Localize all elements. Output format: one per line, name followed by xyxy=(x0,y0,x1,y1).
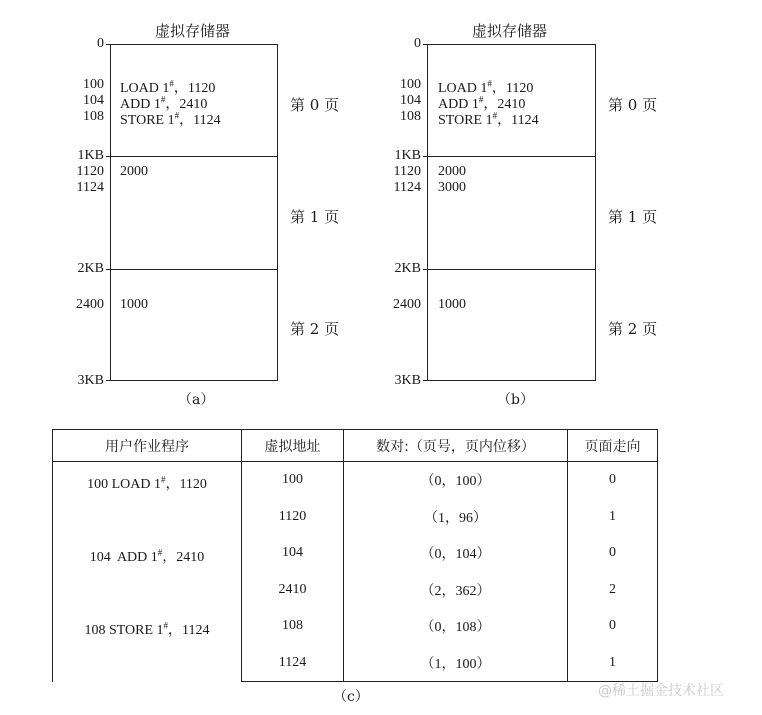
virtual-address-cell: 108 xyxy=(242,608,344,645)
table-row xyxy=(53,608,658,645)
diagram-a-tick-3kb xyxy=(106,380,110,381)
table-c-caption: （c） xyxy=(333,689,369,705)
diagram-a-tick-0 xyxy=(106,44,110,45)
diagram-b-title: 虚拟存储器 xyxy=(472,22,548,40)
diagram-b-tick-0 xyxy=(423,44,427,45)
table-row xyxy=(53,462,658,499)
column-header-page-direction: 页面走向 xyxy=(568,430,658,462)
diagram-a-address: 1120 xyxy=(76,164,104,179)
diagram-a-address: 1KB xyxy=(77,148,104,163)
page-offset-pair-cell: （1，100） xyxy=(344,645,568,682)
diagram-a-instruction: LOAD 1#，1120 xyxy=(120,78,216,96)
diagram-b-address: 1124 xyxy=(393,180,421,195)
diagram-b-address: 1KB xyxy=(394,148,421,163)
diagram-b-page-1-label: 第 1 页 xyxy=(608,208,658,226)
diagram-a-tick-2kb xyxy=(106,269,110,270)
diagram-a-page-boundary-2kb xyxy=(110,269,278,270)
virtual-address-cell: 1124 xyxy=(242,645,344,682)
virtual-address-cell: 104 xyxy=(242,535,344,572)
diagram-a-address: 0 xyxy=(97,36,104,51)
diagram-b-address: 104 xyxy=(400,93,421,108)
diagram-b-instruction: LOAD 1#，1120 xyxy=(438,78,534,96)
diagram-a-page-1-label: 第 1 页 xyxy=(290,208,340,226)
diagram-a-address: 100 xyxy=(83,77,104,92)
diagram-b-tick-3kb xyxy=(423,380,427,381)
diagram-b-address: 3KB xyxy=(394,373,421,388)
diagram-b-data-2400: 1000 xyxy=(438,297,466,312)
column-header-program: 用户作业程序 xyxy=(53,430,242,462)
diagram-b-address: 2400 xyxy=(393,297,421,312)
page-offset-pair-cell: （0，104） xyxy=(344,535,568,572)
diagram-b-data-1124: 3000 xyxy=(438,180,466,195)
diagram-b-page-boundary-1kb xyxy=(427,156,596,157)
page-offset-pair-cell: （0，100） xyxy=(344,462,568,499)
watermark-text: @稀土掘金技术社区 xyxy=(598,683,724,699)
program-instruction-cell: 100 LOAD 1#，1120 xyxy=(53,462,242,536)
diagram-b-tick-1kb xyxy=(423,156,427,157)
page-direction-cell: 0 xyxy=(568,462,658,499)
page-direction-cell: 2 xyxy=(568,572,658,609)
diagram-b-address: 100 xyxy=(400,77,421,92)
diagram-b-page-2-label: 第 2 页 xyxy=(608,320,658,338)
diagram-a-data-1120: 2000 xyxy=(120,164,148,179)
page-offset-pair-cell: （1，96） xyxy=(344,499,568,536)
diagram-b-instruction: ADD 1#，2410 xyxy=(438,94,526,112)
column-header-virtual-address: 虚拟地址 xyxy=(242,430,344,462)
diagram-a-address: 2KB xyxy=(77,261,104,276)
diagram-a-address: 108 xyxy=(83,109,104,124)
column-header-page-offset-pair: 数对:（页号，页内位移） xyxy=(344,430,568,462)
diagram-a-address: 3KB xyxy=(77,373,104,388)
diagram-b-caption: （b） xyxy=(497,392,534,408)
page-direction-cell: 0 xyxy=(568,535,658,572)
diagram-a-title: 虚拟存储器 xyxy=(155,22,231,40)
diagram-a-page-2-label: 第 2 页 xyxy=(290,320,340,338)
virtual-address-cell: 2410 xyxy=(242,572,344,609)
table-header-row xyxy=(53,430,658,462)
diagram-b-address: 1120 xyxy=(393,164,421,179)
diagram-a-address: 104 xyxy=(83,93,104,108)
page-direction-cell: 0 xyxy=(568,608,658,645)
table-row xyxy=(53,535,658,572)
page-offset-pair-cell: （2，362） xyxy=(344,572,568,609)
diagram-a-address: 2400 xyxy=(76,297,104,312)
program-instruction-cell: 104 ADD 1#，2410 xyxy=(53,535,242,608)
page-direction-cell: 1 xyxy=(568,499,658,536)
diagram-a-tick-1kb xyxy=(106,156,110,157)
virtual-address-cell: 1120 xyxy=(242,499,344,536)
diagram-a-page-0-label: 第 0 页 xyxy=(290,96,340,114)
diagram-b-tick-2kb xyxy=(423,269,427,270)
page-offset-pair-cell: （0，108） xyxy=(344,608,568,645)
diagram-a-caption: （a） xyxy=(178,392,215,408)
diagram-b-page-0-label: 第 0 页 xyxy=(608,96,658,114)
diagram-b-address: 2KB xyxy=(394,261,421,276)
diagram-a-address: 1124 xyxy=(76,180,104,195)
diagram-b-instruction: STORE 1#，1124 xyxy=(438,110,539,128)
address-mapping-table xyxy=(52,429,658,682)
diagram-b-data-1120: 2000 xyxy=(438,164,466,179)
diagram-b-address: 0 xyxy=(414,36,421,51)
diagram-a-instruction: ADD 1#，2410 xyxy=(120,94,208,112)
diagram-a-page-boundary-1kb xyxy=(110,156,278,157)
program-instruction-cell: 108 STORE 1#，1124 xyxy=(53,608,242,682)
diagram-a-instruction: STORE 1#，1124 xyxy=(120,110,221,128)
diagram-b-address: 108 xyxy=(400,109,421,124)
virtual-address-cell: 100 xyxy=(242,462,344,499)
page-direction-cell: 1 xyxy=(568,645,658,682)
diagram-a-data-2400: 1000 xyxy=(120,297,148,312)
diagram-b-page-boundary-2kb xyxy=(427,269,596,270)
